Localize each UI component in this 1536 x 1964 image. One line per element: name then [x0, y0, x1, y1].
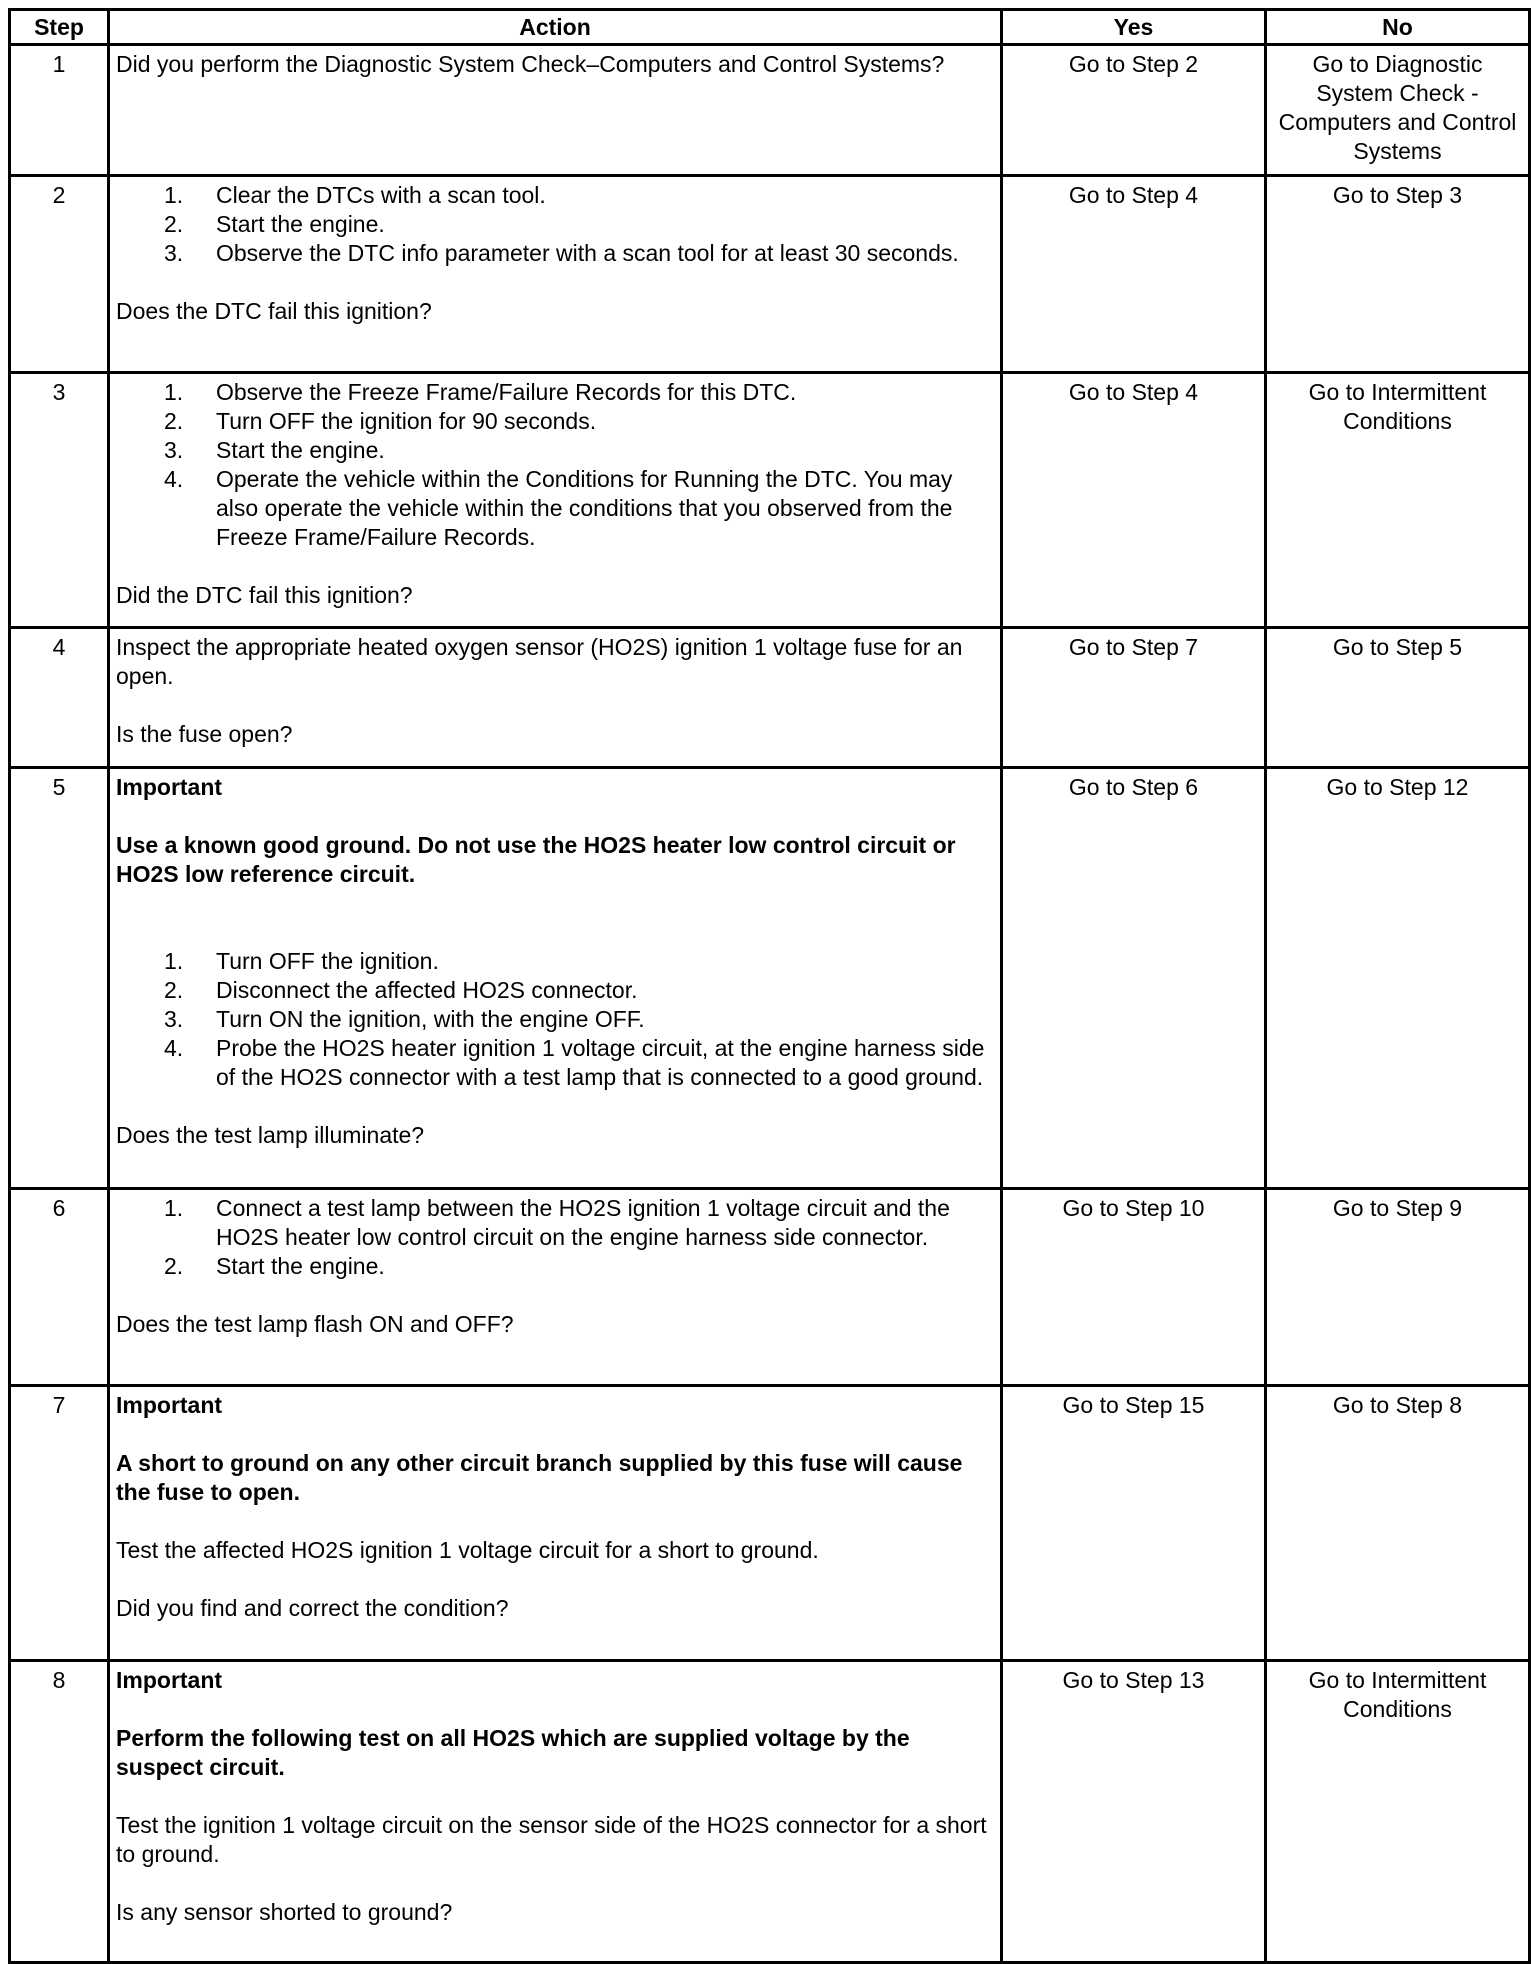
action-list: [116, 947, 994, 1092]
no-cell: Go to Step 9: [1266, 1189, 1530, 1386]
step-number: 8: [10, 1661, 109, 1963]
table-row: [10, 373, 1530, 628]
yes-cell: Go to Step 4: [1002, 176, 1266, 373]
important-warning: Perform the following test on all HO2S which are supplied voltage by the suspect circuit.: [116, 1725, 910, 1780]
action-cell: [109, 176, 1002, 373]
diagnostic-page: [8, 8, 1528, 1964]
diagnostic-table: [8, 8, 1531, 1964]
header-row: [10, 10, 1530, 45]
action-list: [116, 1194, 994, 1281]
action-cell: [109, 628, 1002, 768]
step-number: 1: [10, 45, 109, 176]
important-label: Important: [116, 774, 223, 800]
action-question: Does the test lamp flash ON and OFF?: [116, 1311, 514, 1337]
action-text: Inspect the appropriate heated oxygen sensor (HO2S) ignition 1 voltage fuse for an open.: [116, 634, 963, 689]
yes-cell: Go to Step 4: [1002, 373, 1266, 628]
list-item: Disconnect the affected HO2S connector.: [216, 977, 638, 1003]
yes-cell: Go to Step 10: [1002, 1189, 1266, 1386]
header-no: No: [1266, 10, 1530, 45]
table-row: [10, 768, 1530, 1189]
table-row: [10, 1386, 1530, 1661]
step-number: 5: [10, 768, 109, 1189]
list-item: Connect a test lamp between the HO2S ignition 1 voltage circuit and the HO2S heater low control circuit on the engine harness side connector.: [216, 1195, 950, 1250]
no-cell: Go to Intermittent Conditions: [1266, 373, 1530, 628]
action-cell: [109, 45, 1002, 176]
important-label: Important: [116, 1392, 223, 1418]
no-cell: Go to Step 5: [1266, 628, 1530, 768]
list-item: Turn OFF the ignition.: [216, 948, 439, 974]
list-item: Clear the DTCs with a scan tool.: [216, 182, 546, 208]
header-action: Action: [109, 10, 1002, 45]
yes-cell: Go to Step 6: [1002, 768, 1266, 1189]
step-number: 4: [10, 628, 109, 768]
action-text: Test the affected HO2S ignition 1 voltage circuit for a short to ground.: [116, 1537, 819, 1563]
step-number: 6: [10, 1189, 109, 1386]
header-step: Step: [10, 10, 109, 45]
table-row: [10, 1189, 1530, 1386]
action-cell: [109, 1189, 1002, 1386]
yes-cell: Go to Step 7: [1002, 628, 1266, 768]
action-list: [116, 378, 994, 552]
action-question: Did the DTC fail this ignition?: [116, 582, 413, 608]
action-question: Does the DTC fail this ignition?: [116, 298, 432, 324]
yes-cell: Go to Step 13: [1002, 1661, 1266, 1963]
action-question: Is any sensor shorted to ground?: [116, 1899, 453, 1925]
list-item: Start the engine.: [216, 1253, 385, 1279]
important-warning: Use a known good ground. Do not use the HO2S heater low control circuit or HO2S low reference circuit.: [116, 832, 956, 887]
list-item: Start the engine.: [216, 211, 385, 237]
list-item: Turn ON the ignition, with the engine OFF.: [216, 1006, 645, 1032]
action-cell: [109, 1661, 1002, 1963]
list-item: Probe the HO2S heater ignition 1 voltage circuit, at the engine harness side of the HO2S connector with a test lamp that is connected to a good ground.: [216, 1035, 985, 1090]
action-cell: [109, 373, 1002, 628]
action-cell: [109, 1386, 1002, 1661]
action-text: Did you perform the Diagnostic System Check–Computers and Control Systems?: [116, 51, 945, 77]
step-number: 2: [10, 176, 109, 373]
no-cell: Go to Intermittent Conditions: [1266, 1661, 1530, 1963]
no-cell: Go to Step 8: [1266, 1386, 1530, 1661]
action-cell: [109, 768, 1002, 1189]
list-item: Turn OFF the ignition for 90 seconds.: [216, 408, 597, 434]
step-number: 7: [10, 1386, 109, 1661]
table-row: [10, 176, 1530, 373]
action-text: Test the ignition 1 voltage circuit on the sensor side of the HO2S connector for a short to ground.: [116, 1812, 987, 1867]
list-item: Observe the DTC info parameter with a scan tool for at least 30 seconds.: [216, 240, 959, 266]
table-row: [10, 1661, 1530, 1963]
action-question: Does the test lamp illuminate?: [116, 1122, 425, 1148]
action-question: Is the fuse open?: [116, 721, 293, 747]
list-item: Observe the Freeze Frame/Failure Records for this DTC.: [216, 379, 797, 405]
yes-cell: Go to Step 2: [1002, 45, 1266, 176]
important-label: Important: [116, 1667, 223, 1693]
action-question: Did you find and correct the condition?: [116, 1595, 509, 1621]
no-cell: Go to Step 3: [1266, 176, 1530, 373]
header-yes: Yes: [1002, 10, 1266, 45]
yes-cell: Go to Step 15: [1002, 1386, 1266, 1661]
list-item: Start the engine.: [216, 437, 385, 463]
list-item: Operate the vehicle within the Conditions for Running the DTC. You may also operate the vehicle within the conditions that you observed from the Freeze Frame/Failure Records.: [216, 466, 953, 550]
action-list: [116, 181, 994, 268]
table-row: [10, 45, 1530, 176]
table-row: [10, 628, 1530, 768]
step-number: 3: [10, 373, 109, 628]
no-cell: Go to Diagnostic System Check - Computers and Control Systems: [1266, 45, 1530, 176]
important-warning: A short to ground on any other circuit branch supplied by this fuse will cause the fuse to open.: [116, 1450, 963, 1505]
no-cell: Go to Step 12: [1266, 768, 1530, 1189]
